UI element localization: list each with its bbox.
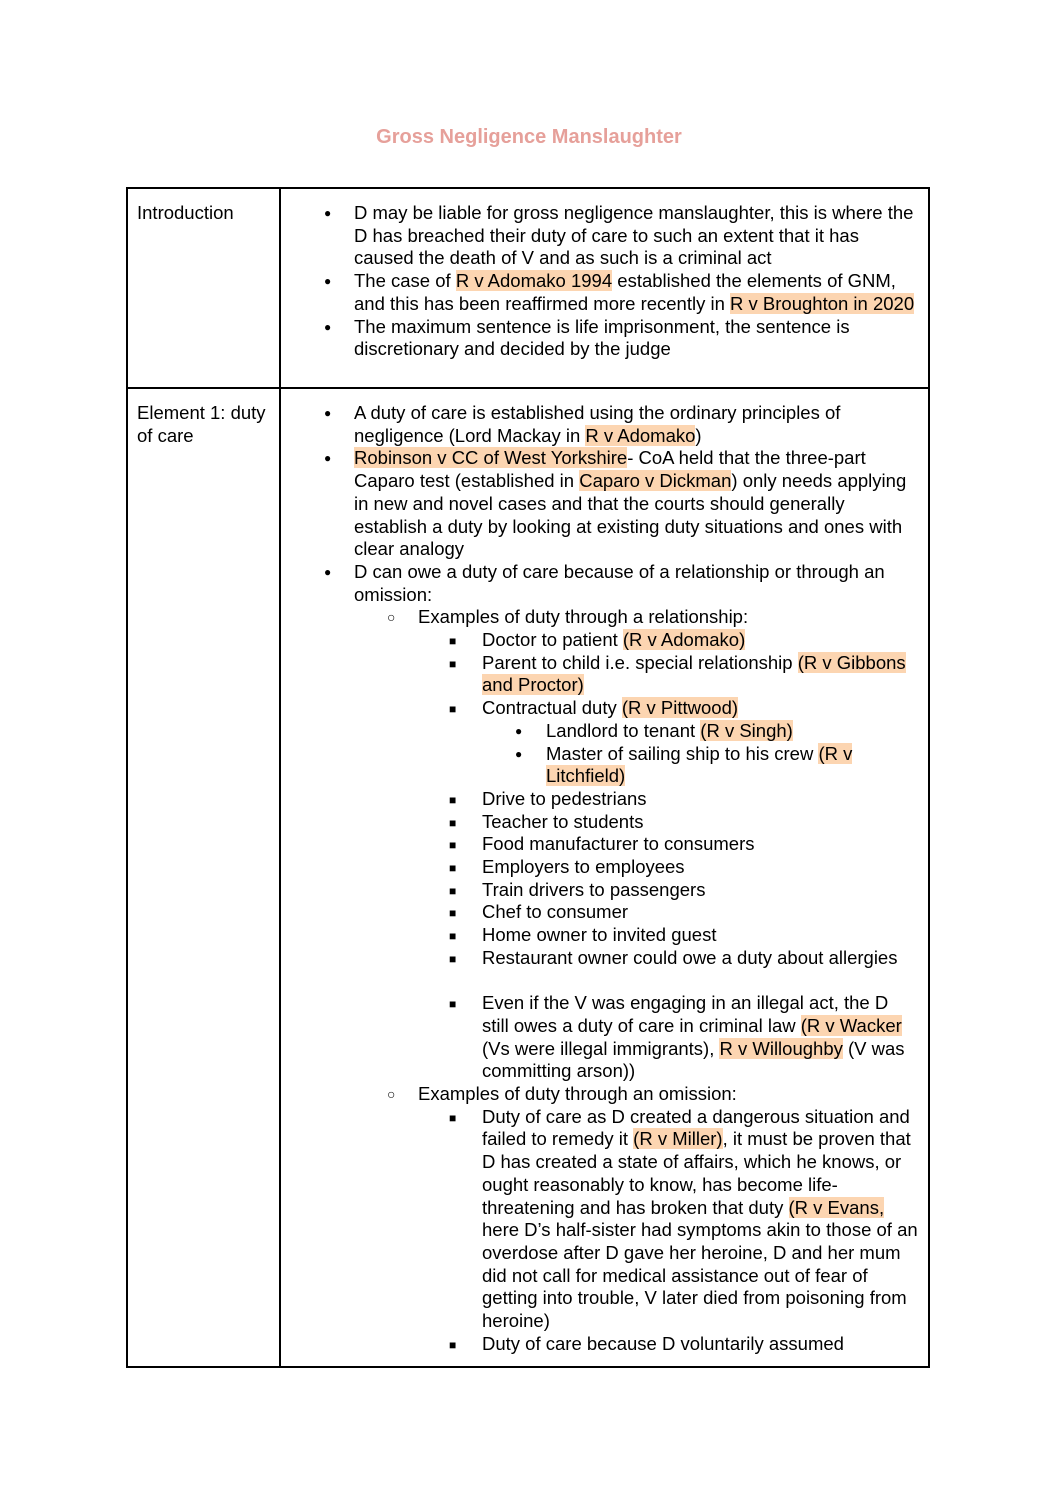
case-highlight: R v Adomako 1994 bbox=[455, 270, 613, 292]
case-highlight: (R v Gibbons and Proctor) bbox=[482, 651, 906, 696]
list-item: ● The case of R v Adomako 1994 established the elements of GNM, and this has been reaffirmed more recently in R v Broughton in 2020 bbox=[281, 270, 918, 315]
case-highlight: R v Adomako bbox=[585, 424, 696, 446]
list-item: ● Robinson v CC of West Yorkshire- CoA held that the three-part Caparo test (established in Caparo v Dickman) only needs applying in new and novel cases and that the courts should generally establish a duty by looking at existing duty situations and ones with clear analogy bbox=[281, 447, 918, 561]
contract-sub-list bbox=[482, 720, 918, 788]
list-item: ■ Restaurant owner could owe a duty about allergies bbox=[482, 947, 918, 970]
list-item: ■ Contractual duty (R v Pittwood) ● Landlord to tenant (R v Singh) ● Master of sailing ship to his crew (R v Litchfield) bbox=[482, 697, 918, 788]
list-item: ○ Examples of duty through an omission: ■ Duty of care as D created a dangerous situation and failed to remedy it (R v Miller), it must be proven that D has created a state of affairs, which he knows, or ought reasonably to know, has become life-threatening and has broken that duty (R v Evans, here D’s half-sister had symptoms akin to those of an overdose after D gave her heroine, D and her mum did not call for medical assistance out of fear of getting into trouble, V later died from poisoning from heroine) ■ Duty of care because D voluntarily assumed bbox=[418, 1083, 918, 1355]
list-item: ■ Duty of care because D voluntarily assumed bbox=[482, 1333, 918, 1356]
case-highlight: Robinson v CC of West Yorkshire bbox=[354, 447, 628, 469]
bullet-list bbox=[281, 402, 918, 1356]
row-content-introduction bbox=[280, 188, 929, 388]
sub-sub-list bbox=[418, 1106, 918, 1356]
list-item: ○ Examples of duty through a relationship: ■ Doctor to patient (R v Adomako) ■ Parent to child i.e. special relationship (R v Gibbons and Proctor) ■ Contractual duty (R v Pittwood) ● Landlord to tenant (R v Singh) ● Master of sailing ship to his crew (R v Litchfield) ■ Drive to pedestrians ■ Teacher to students ■ Food manufacturer to consumers ■ Employers to employees ■ Train drivers to passengers ■ Chef to consumer ■ Home owner to invited guest ■ Restaurant owner could owe a duty about allergies ■ Even if the V was engaging in an illegal act, the D still owes a duty of care in criminal law (R v Wacker (Vs were illegal immigrants), R v Willoughby (V was committing arson)) bbox=[418, 606, 918, 1083]
case-highlight: (R v Wacker bbox=[800, 1014, 902, 1036]
list-item: ■ Chef to consumer bbox=[482, 901, 918, 924]
sub-list bbox=[354, 606, 918, 1355]
list-item: ■ Food manufacturer to consumers bbox=[482, 833, 918, 856]
blank-line bbox=[418, 970, 918, 993]
bullet-list bbox=[281, 202, 918, 361]
list-item: ● Landlord to tenant (R v Singh) bbox=[546, 720, 918, 743]
case-highlight: (R v Miller) bbox=[633, 1128, 723, 1150]
table-row-introduction bbox=[127, 188, 929, 388]
row-label-duty-of-care: Element 1: duty of care bbox=[127, 388, 280, 1367]
list-item: ■ Teacher to students bbox=[482, 811, 918, 834]
row-content-duty-of-care bbox=[280, 388, 929, 1367]
case-highlight: Caparo v Dickman bbox=[579, 470, 732, 492]
list-item: ■ Drive to pedestrians bbox=[482, 788, 918, 811]
list-item: ● The maximum sentence is life imprisonment, the sentence is discretionary and decided by the judge bbox=[281, 316, 918, 361]
list-item: ● D can owe a duty of care because of a relationship or through an omission: ○ Examples of duty through a relationship: ■ Doctor to patient (R v Adomako) ■ Parent to child i.e. special relationship (R v Gibbons and Proctor) ■ Contractual duty (R v Pittwood) ● Landlord to tenant (R v Singh) ● Master of sailing ship to his crew (R v Litchfield) ■ Drive to pedestrians ■ Teacher to students ■ Food manufacturer to consumers ■ Employers to employees ■ Train drivers to passengers ■ Chef to consumer ■ Home owner to invited guest ■ Restaurant owner could owe a duty about allergies ■ Even if the V was engaging in an illegal act, the D still owes a duty of care in criminal law (R v Wacker (Vs were illegal immigrants), R v Willoughby (V was committing arson)) ○ Examples of duty through an omission: ■ Duty of care as D created a dangerous situation and failed to remedy it (R v Miller), it must be proven that D has created a state of affairs, which he knows, or ought reasonably to know, has become life-threatening and has broken that duty (R v Evans, here D’s half-sister had symptoms akin to those of an overdose after D gave her heroine, D and her mum did not call for medical assistance out of fear of getting into trouble, V later died from poisoning from heroine) ■ Duty of care because D voluntarily assumed bbox=[281, 561, 918, 1356]
list-item: ● A duty of care is established using the ordinary principles of negligence (Lord Mackay in R v Adomako) bbox=[281, 402, 918, 447]
row-label-introduction: Introduction bbox=[127, 188, 280, 388]
case-highlight: (R v Adomako) bbox=[622, 629, 746, 651]
list-item: ■ Employers to employees bbox=[482, 856, 918, 879]
sub-sub-list bbox=[418, 992, 918, 1083]
list-item: ■ Doctor to patient (R v Adomako) bbox=[482, 629, 918, 652]
case-highlight: (R v Evans, bbox=[788, 1196, 885, 1218]
case-highlight: R v Broughton in 2020 bbox=[730, 292, 915, 314]
list-item: ● D may be liable for gross negligence manslaughter, this is where the D has breached their duty of care to such an extent that it has caused the death of V and as such is a criminal act bbox=[281, 202, 918, 270]
case-highlight: (R v Pittwood) bbox=[621, 697, 739, 719]
list-item: ● Master of sailing ship to his crew (R v Litchfield) bbox=[546, 743, 918, 788]
document-title: Gross Negligence Manslaughter bbox=[376, 126, 682, 148]
case-highlight: R v Willoughby bbox=[719, 1037, 843, 1059]
sub-sub-list bbox=[418, 629, 918, 970]
list-item: ■ Parent to child i.e. special relationship (R v Gibbons and Proctor) bbox=[482, 652, 918, 697]
notes-table bbox=[126, 187, 930, 1368]
table-row-duty-of-care bbox=[127, 388, 929, 1367]
list-item: ■ Home owner to invited guest bbox=[482, 924, 918, 947]
list-item: ■ Train drivers to passengers bbox=[482, 879, 918, 902]
case-highlight: (R v Litchfield) bbox=[546, 742, 853, 787]
case-highlight: (R v Singh) bbox=[700, 719, 793, 741]
list-item: ■ Even if the V was engaging in an illegal act, the D still owes a duty of care in criminal law (R v Wacker (Vs were illegal immigrants), R v Willoughby (V was committing arson)) bbox=[482, 992, 918, 1083]
list-item: ■ Duty of care as D created a dangerous situation and failed to remedy it (R v Miller), it must be proven that D has created a state of affairs, which he knows, or ought reasonably to know, has become life-threatening and has broken that duty (R v Evans, here D’s half-sister had symptoms akin to those of an overdose after D gave her heroine, D and her mum did not call for medical assistance out of fear of getting into trouble, V later died from poisoning from heroine) bbox=[482, 1106, 918, 1333]
